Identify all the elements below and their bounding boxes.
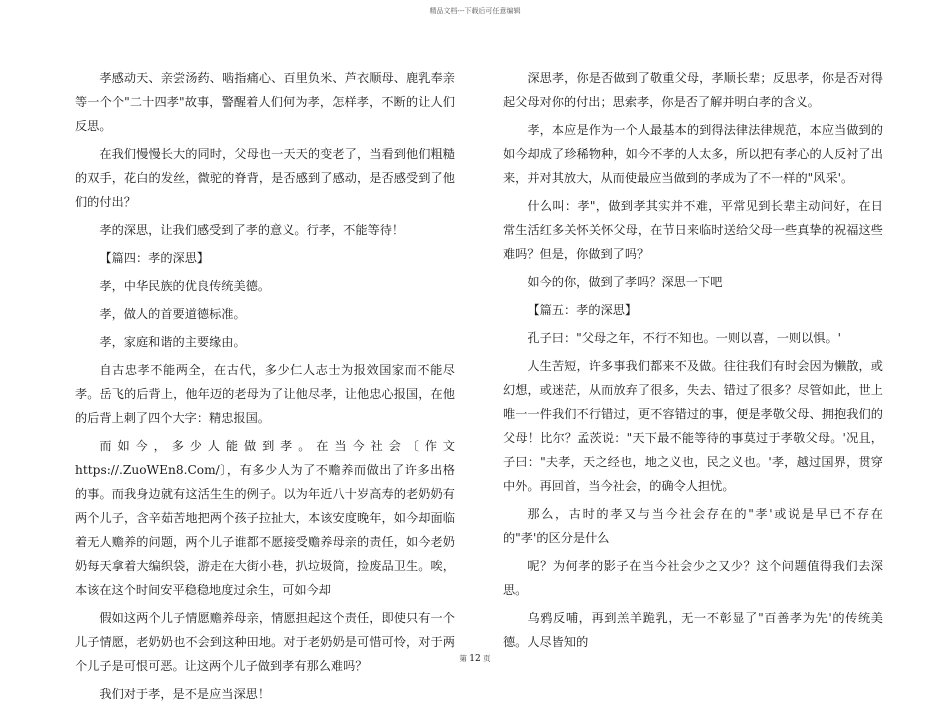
paragraph: 假如这两个儿子情愿赡养母亲，情愿担起这个责任，即使只有一个儿子情愿，老奶奶也不会到这种田地。对于老奶奶是可惜可怜，对于两个儿子是可恨可恶。让这两个儿子做到孝有那么难吗？ — [75, 611, 455, 673]
section-heading: 【篇五：孝的深思】 — [527, 303, 638, 317]
paragraph: 孝，本应是作为一个人最基本的到得法律法律规范，本应当做到的如今却成了珍稀物种，如今不孝的人太多，所以把有孝心的人反衬了出来，并对其放大，从而使最应当做到的孝成为了不一样的"风采'。 — [503, 123, 883, 185]
paragraph: 孝，家庭和谐的主要缘由。 — [99, 335, 246, 349]
paragraph: 孔子曰："父母之年，不行不知也。一则以喜，一则以惧。' — [527, 331, 842, 345]
paragraph: 呢？为何孝的影子在当今社会少之又少？这个问题值得我们去深思。 — [503, 559, 883, 597]
left-column — [75, 66, 455, 710]
paragraph: 孝的深思，让我们感受到了孝的意义。行孝，不能等待！ — [99, 223, 405, 237]
page-number-suffix: 页 — [483, 654, 491, 663]
page-header: 精品文档---下载后可任意编辑 — [429, 7, 521, 15]
paragraph: 深思孝，你是否做到了敬重父母，孝顺长辈；反思孝，你是否对得起父母对你的付出；思索孝，你是否了解并明白孝的含义。 — [503, 71, 883, 109]
page-number-prefix: 第 — [459, 654, 467, 663]
paragraph: 乌鸦反哺，再到羔羊跪乳，无一不彰显了"百善孝为先'的传统美德。人尽皆知的 — [503, 611, 883, 649]
paragraph: 如今的你，做到了孝吗？深思一下吧 — [527, 275, 723, 289]
paragraph: 那么，古时的孝又与当今社会存在的"孝'或说是早已不存在的"孝'的区分是什么 — [503, 507, 883, 545]
paragraph: 孝，做人的首要道德标准。 — [99, 307, 246, 321]
paragraph: 孝感动天、亲尝汤药、啮指痛心、百里负米、芦衣顺母、鹿乳奉亲等一个个"二十四孝"故事，警醒着人们何为孝，怎样孝，不断的让人们反思。 — [75, 71, 455, 133]
right-column — [503, 66, 883, 658]
paragraph: 孝，中华民族的优良传统美德。 — [99, 279, 271, 293]
section-heading: 【篇四：孝的深思】 — [99, 251, 210, 265]
paragraph: 在我们慢慢长大的同时，父母也一天天的变老了，当看到他们粗糙的双手，花白的发丝，微驼的脊背，是否感到了感动，是否感受到了他们的付出？ — [75, 147, 455, 209]
page-number: 12 — [469, 654, 481, 664]
paragraph: 而如今，多少人能做到孝。在当今社会〔作文https://.ZuoWEn8.Com/〕，有多少人为了不赡养而做出了许多出格的事。而我身边就有这活生生的例子。以为年近八十岁高寿的老奶奶有两个儿子，含辛茹苦地把两个孩子拉扯大，本该安度晚年，如今却面临着无人赡养的问题，两个儿子谁都不愿接受赡养母亲的责任，如今老奶奶每天拿着大编织袋，游走在大街小巷，扒垃圾筒，捡废品卫生。唉，本该在这个时间安平稳稳地度过余生，可如今却 — [75, 439, 455, 597]
paragraph: 人生苦短，许多事我们都来不及做。往往我们有时会因为懒散，或幻想，或迷茫，从而放弃了很多，失去、错过了很多？尽管如此，世上唯一一件我们不行错过，更不容错过的事，便是孝敬父母、拥抱我们的父母！比尔？孟茨说："天下最不能等待的事莫过于孝敬父母。'况且，子曰："夫孝，天之经也，地之义也，民之义也。'孝，越过国界，贯穿中外。再回首，当今社会，的确令人担忧。 — [503, 359, 883, 493]
page-footer — [0, 653, 950, 664]
paragraph: 自古忠孝不能两全，在古代，多少仁人志士为报效国家而不能尽孝。岳飞的后背上，他年迈的老母为了让他尽孝，让他忠心报国，在他的后背上刺了四个大字：精忠报国。 — [75, 363, 455, 425]
paragraph: 什么叫：孝"，做到孝其实并不难，平常见到长辈主动问好，在日常生活红多关怀关怀父母，在节日来临时送给父母一些真挚的祝福这些难吗？但是，你做到了吗？ — [503, 199, 883, 261]
paragraph: 我们对于孝，是不是应当深思！ — [99, 687, 271, 701]
